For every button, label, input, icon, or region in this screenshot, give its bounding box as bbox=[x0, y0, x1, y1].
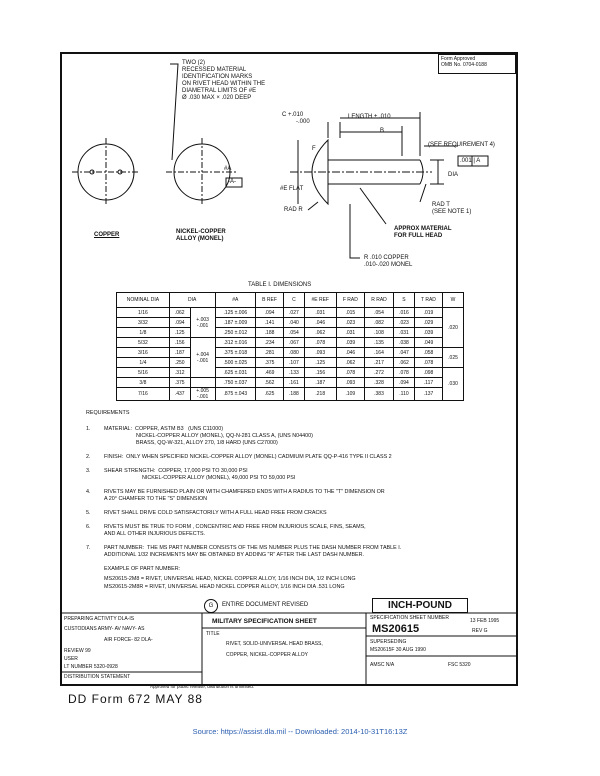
table-cell: .039 bbox=[336, 338, 364, 348]
dia-tolerance bbox=[190, 378, 215, 388]
table-cell: .093 bbox=[304, 348, 336, 358]
example-part-number: MS20615-2M8 = RIVET, UNIVERSAL HEAD, NICKEL COPPER ALLOY, 1/16 INCH DIA, 1/2 INCH LONG bbox=[104, 576, 356, 582]
preparing-activity: PREPARING ACTIVITY DLA-IS bbox=[64, 616, 135, 622]
superseding-label: SUPERSEDING bbox=[370, 639, 407, 645]
r-note bbox=[364, 255, 412, 269]
table-cell: .031 bbox=[336, 328, 364, 338]
rad-t-line: RAD T bbox=[432, 202, 450, 208]
w-value: .025 bbox=[443, 348, 464, 368]
requirement-number: 5. bbox=[86, 510, 91, 516]
omb-number: OMB No. 0704-0188 bbox=[441, 62, 487, 68]
table-row bbox=[117, 368, 464, 378]
table-cell: .133 bbox=[283, 368, 304, 378]
requirement-text: PART NUMBER: THE MS PART NUMBER CONSISTS OF THE MS NUMBER PLUS THE DASH NUMBER FROM TABLE I. bbox=[104, 545, 402, 551]
table-cell: .750 ±.037 bbox=[215, 378, 255, 388]
table-cell: .217 bbox=[364, 358, 393, 368]
table-cell: .218 bbox=[304, 388, 336, 401]
r-note-line: .010-.020 MONEL bbox=[364, 262, 413, 268]
datum-callout: .001 | A bbox=[460, 158, 481, 164]
r-note-line: R .010 COPPER bbox=[364, 255, 409, 261]
approx-material-note bbox=[394, 226, 452, 240]
tolerance-minus: -.001 bbox=[196, 322, 209, 329]
table-cell: 1/16 bbox=[117, 308, 170, 318]
title-label: TITLE bbox=[206, 631, 220, 637]
table-cell: .625 ±.031 bbox=[215, 368, 255, 378]
table-cell: .125 bbox=[169, 328, 190, 338]
approx-line: FOR FULL HEAD bbox=[394, 233, 443, 239]
table-row bbox=[117, 388, 464, 401]
table-cell: .078 bbox=[414, 358, 442, 368]
c-tolerance bbox=[282, 112, 310, 126]
requirement-text: NICKEL-COPPER ALLOY (MONEL), 49,000 PSI TO 59,000 PSI bbox=[142, 475, 296, 481]
ea-label: #A bbox=[224, 166, 232, 172]
table-cell: .109 bbox=[336, 388, 364, 401]
nickel-label bbox=[176, 229, 226, 243]
marks-note-line: Ø .030 MAX × .020 DEEP bbox=[182, 95, 252, 101]
table-row bbox=[117, 358, 464, 368]
table-cell: 5/16 bbox=[117, 368, 170, 378]
table-cell: .156 bbox=[304, 368, 336, 378]
table-cell: .137 bbox=[414, 388, 442, 401]
table-cell: .156 bbox=[169, 338, 190, 348]
custodians: CUSTODIANS ARMY- AV NAVY- AS bbox=[64, 626, 145, 632]
see-requirement: (SEE REQUIREMENT 4) bbox=[428, 142, 495, 148]
fsc: FSC 5320 bbox=[448, 662, 471, 668]
table-cell: 1/4 bbox=[117, 358, 170, 368]
table-cell: .383 bbox=[364, 388, 393, 401]
table-cell: .062 bbox=[169, 308, 190, 318]
table-cell: .281 bbox=[256, 348, 284, 358]
table-cell: .098 bbox=[414, 368, 442, 378]
user: USER bbox=[64, 656, 78, 662]
table-cell: .188 bbox=[256, 328, 284, 338]
requirement-text: SHEAR STRENGTH: COPPER, 17,000 PSI TO 30,000 PSI bbox=[104, 468, 248, 474]
col-header: #A bbox=[215, 293, 255, 308]
table-cell: .108 bbox=[364, 328, 393, 338]
rad-r-label: RAD R bbox=[284, 207, 303, 213]
table-cell: .375 bbox=[256, 358, 284, 368]
table-cell: .135 bbox=[364, 338, 393, 348]
table-cell: .015 bbox=[336, 308, 364, 318]
c-tol-line: C +.010 bbox=[282, 112, 304, 118]
table-cell: 3/8 bbox=[117, 378, 170, 388]
marks-leader bbox=[170, 64, 178, 160]
marks-note-line: IDENTIFICATION MARKS bbox=[182, 74, 253, 80]
table-cell: .187 bbox=[304, 378, 336, 388]
marks-note-line: TWO (2) bbox=[182, 60, 205, 66]
table-cell: .067 bbox=[283, 338, 304, 348]
table-cell: .039 bbox=[414, 328, 442, 338]
tolerance-plus: +.005 bbox=[196, 388, 209, 394]
table-cell: .328 bbox=[364, 378, 393, 388]
requirement-text: BRASS, QQ-W-321, ALLOY 270, 1/8 HARD (UNS C27000) bbox=[136, 440, 278, 446]
col-header: C bbox=[283, 293, 304, 308]
inch-pound-box: INCH-POUND bbox=[372, 598, 468, 613]
col-header: W bbox=[443, 293, 464, 308]
sheet-number-label: SPECIFICATION SHEET NUMBER bbox=[370, 615, 449, 621]
w-value: .020 bbox=[443, 308, 464, 348]
table-cell: .046 bbox=[336, 348, 364, 358]
dia-label: DIA bbox=[448, 172, 459, 178]
requirement-number: 4. bbox=[86, 489, 91, 495]
table-cell: .125 bbox=[304, 358, 336, 368]
table-cell: .187 ±.009 bbox=[215, 318, 255, 328]
e-flat-label: #E FLAT bbox=[280, 186, 304, 192]
amsc: AMSC N/A bbox=[370, 662, 395, 668]
table-cell: .054 bbox=[283, 328, 304, 338]
sheet-rev: REV G bbox=[472, 628, 488, 634]
dimensions-table bbox=[116, 292, 464, 401]
table-cell: .312 ±.016 bbox=[215, 338, 255, 348]
nickel-label-line: ALLOY (MONEL) bbox=[176, 236, 224, 242]
requirement-text: RIVETS MAY BE FURNISHED PLAIN OR WITH CHAMFERED ENDS WITH A RADIUS TO THE "T" DIMENSION OR bbox=[104, 489, 385, 495]
marks-note-line: RECESSED MATERIAL bbox=[182, 67, 247, 73]
requirement-text: RIVETS MUST BE TRUE TO FORM , CONCENTRIC AND FREE FROM INJURIOUS SCALE, FINS, SEAMS, bbox=[104, 524, 366, 530]
table-row bbox=[117, 378, 464, 388]
f-label: F bbox=[312, 146, 316, 152]
revised-note: ENTIRE DOCUMENT REVISED bbox=[222, 602, 309, 608]
table-cell: .023 bbox=[394, 318, 415, 328]
table-cell: .110 bbox=[394, 388, 415, 401]
table-cell: .375 ±.018 bbox=[215, 348, 255, 358]
requirement-text: ADDITIONAL 1/32 INCREMENTS MAY BE OBTAINED BY ADDING "R" AFTER THE LAST DASH NUMBER. bbox=[104, 552, 365, 558]
review: REVIEW 99 bbox=[64, 648, 91, 654]
table-cell: .312 bbox=[169, 368, 190, 378]
table-cell: .094 bbox=[169, 318, 190, 328]
table-cell: .046 bbox=[304, 318, 336, 328]
marks-note-line: ON RIVET HEAD WITHIN THE bbox=[182, 81, 266, 87]
table-cell: 5/32 bbox=[117, 338, 170, 348]
superseded-sheet: MS20615F 30 AUG 1990 bbox=[370, 647, 426, 653]
table-cell: .023 bbox=[336, 318, 364, 328]
table-caption: TABLE I. DIMENSIONS bbox=[248, 282, 312, 288]
table-cell: .250 bbox=[169, 358, 190, 368]
requirement-text: FINISH: ONLY WHEN SPECIFIED NICKEL-COPPER ALLOY (MONEL) CADMIUM PLATE QQ-P-416 TYPE II CLASS 2 bbox=[104, 454, 392, 460]
requirement-number: 6. bbox=[86, 524, 91, 530]
rad-t-note bbox=[432, 202, 471, 216]
requirement-number: 7. bbox=[86, 545, 91, 551]
table-cell: .562 bbox=[256, 378, 284, 388]
table-cell: .058 bbox=[414, 348, 442, 358]
table-cell: .625 bbox=[256, 388, 284, 401]
table-cell: .272 bbox=[364, 368, 393, 378]
table-row bbox=[117, 308, 464, 318]
table-cell: .027 bbox=[283, 308, 304, 318]
col-header: T RAD bbox=[414, 293, 442, 308]
table-cell: .029 bbox=[414, 318, 442, 328]
table-cell: .062 bbox=[336, 358, 364, 368]
rad-t-line: (SEE NOTE 1) bbox=[432, 209, 472, 215]
requirement-text: A 20° CHAMFER TO THE "S" DIMENSION bbox=[104, 496, 208, 502]
table-cell: .082 bbox=[364, 318, 393, 328]
table-cell: 7/16 bbox=[117, 388, 170, 401]
table-cell: .469 bbox=[256, 368, 284, 378]
requirement-text: NICKEL-COPPER ALLOY (MONEL), QQ-N-281 CLASS A, (UNS N04400) bbox=[136, 433, 313, 439]
table-cell: .188 bbox=[283, 388, 304, 401]
dia-tolerance bbox=[190, 308, 215, 338]
table-cell: .125 ±.006 bbox=[215, 308, 255, 318]
table-cell: 3/16 bbox=[117, 348, 170, 358]
title-line-1: RIVET, SOLID-UNIVERSAL HEAD BRASS, bbox=[226, 641, 323, 647]
table-cell: .107 bbox=[283, 358, 304, 368]
requirements-heading: REQUIREMENTS bbox=[86, 410, 130, 416]
table-cell: .117 bbox=[414, 378, 442, 388]
w-value: .030 bbox=[443, 368, 464, 401]
revision-mark: G bbox=[204, 599, 218, 613]
table-cell: .093 bbox=[336, 378, 364, 388]
c-tol-line: -.000 bbox=[296, 119, 310, 125]
air-force: AIR FORCE- 82 DLA- bbox=[104, 637, 153, 643]
table-cell: .038 bbox=[394, 338, 415, 348]
source-footer: Source: https://assist.dla.mil -- Downloaded: 2014-10-31T16:13Z bbox=[192, 727, 408, 736]
requirement-number: 1. bbox=[86, 426, 91, 432]
length-label: LENGTH ± .010 bbox=[348, 114, 391, 120]
example-part-number: MS20615-2M8R = RIVET, UNIVERSAL HEAD NICKEL COPPER ALLOY, 1/16 INCH DIA .531 LONG bbox=[104, 584, 345, 590]
table-row bbox=[117, 348, 464, 358]
table-cell: .080 bbox=[283, 348, 304, 358]
project-number: LT NUMBER 5320-0928 bbox=[64, 664, 118, 670]
a-datum-box: -A- bbox=[228, 179, 236, 185]
col-header: #E REF bbox=[304, 293, 336, 308]
requirements-section bbox=[86, 410, 506, 590]
example-heading: EXAMPLE OF PART NUMBER: bbox=[104, 566, 181, 572]
table-cell: .047 bbox=[394, 348, 415, 358]
tolerance-plus: +.004 bbox=[196, 351, 209, 358]
requirement-text: RIVET SHALL DRIVE COLD SATISFACTORILY WITH A FULL HEAD FREE FROM CRACKS bbox=[104, 510, 327, 516]
requirement-number: 2. bbox=[86, 454, 91, 460]
table-cell: .078 bbox=[304, 338, 336, 348]
table-cell: .016 bbox=[394, 308, 415, 318]
table-cell: .062 bbox=[304, 328, 336, 338]
distribution-text: Approved for public release; distribution is unlimited. bbox=[150, 684, 255, 689]
tolerance-minus: -.001 bbox=[196, 357, 209, 364]
col-header: S bbox=[394, 293, 415, 308]
table-row bbox=[117, 328, 464, 338]
table-cell: 3/32 bbox=[117, 318, 170, 328]
table-cell: .078 bbox=[394, 368, 415, 378]
col-header: B REF bbox=[256, 293, 284, 308]
sheet-number: MS20615 bbox=[372, 623, 420, 635]
table-cell: .500 ±.025 bbox=[215, 358, 255, 368]
table-row bbox=[117, 318, 464, 328]
sheet-date: 13 FEB 1995 bbox=[470, 618, 500, 624]
requirement-text: AND ALL OTHER INJURIOUS DEFECTS. bbox=[104, 531, 206, 537]
table-cell: .062 bbox=[394, 358, 415, 368]
dia-tolerance bbox=[190, 338, 215, 378]
table-cell: .375 bbox=[169, 378, 190, 388]
approx-line: APPROX MATERIAL bbox=[394, 226, 452, 232]
copper-label: COPPER bbox=[94, 232, 120, 238]
title-line-2: COPPER, NICKEL-COPPER ALLOY bbox=[226, 652, 308, 658]
requirement-number: 3. bbox=[86, 468, 91, 474]
col-header: DIA bbox=[169, 293, 215, 308]
table-cell: .078 bbox=[336, 368, 364, 378]
table-cell: .875 ±.043 bbox=[215, 388, 255, 401]
col-header: F RAD bbox=[336, 293, 364, 308]
table-cell: .019 bbox=[414, 308, 442, 318]
form-approved-label: Form Approved bbox=[441, 56, 476, 62]
table-cell: .164 bbox=[364, 348, 393, 358]
table-row bbox=[117, 338, 464, 348]
col-header: NOMINAL DIA bbox=[117, 293, 170, 308]
requirement-text: MATERIAL: COPPER, ASTM B3 (UNS C11000) bbox=[104, 426, 224, 432]
table-cell: .031 bbox=[304, 308, 336, 318]
table-cell: .054 bbox=[364, 308, 393, 318]
table-cell: .094 bbox=[394, 378, 415, 388]
b-label: B bbox=[380, 128, 385, 134]
table-cell: .049 bbox=[414, 338, 442, 348]
nickel-label-line: NICKEL-COPPER bbox=[176, 229, 226, 235]
col-header: R RAD bbox=[364, 293, 393, 308]
mil-spec-title: MILITARY SPECIFICATION SHEET bbox=[212, 618, 317, 625]
table-cell: .031 bbox=[394, 328, 415, 338]
dd-form-label: DD Form 672 MAY 88 bbox=[68, 692, 203, 706]
dia-tolerance bbox=[190, 388, 215, 401]
table-cell: .250 ±.012 bbox=[215, 328, 255, 338]
table-cell: .234 bbox=[256, 338, 284, 348]
marks-note-line: DIAMETRAL LIMITS OF #E bbox=[182, 88, 257, 94]
tolerance-plus: +.003 bbox=[196, 316, 209, 323]
table-cell: .437 bbox=[169, 388, 190, 401]
table-cell: 1/8 bbox=[117, 328, 170, 338]
table-cell: .161 bbox=[283, 378, 304, 388]
table-cell: .187 bbox=[169, 348, 190, 358]
table-cell: .094 bbox=[256, 308, 284, 318]
tolerance-minus: -.001 bbox=[196, 394, 209, 400]
table-cell: .141 bbox=[256, 318, 284, 328]
table-cell: .040 bbox=[283, 318, 304, 328]
distribution-statement: DISTRIBUTION STATEMENT bbox=[64, 674, 131, 680]
